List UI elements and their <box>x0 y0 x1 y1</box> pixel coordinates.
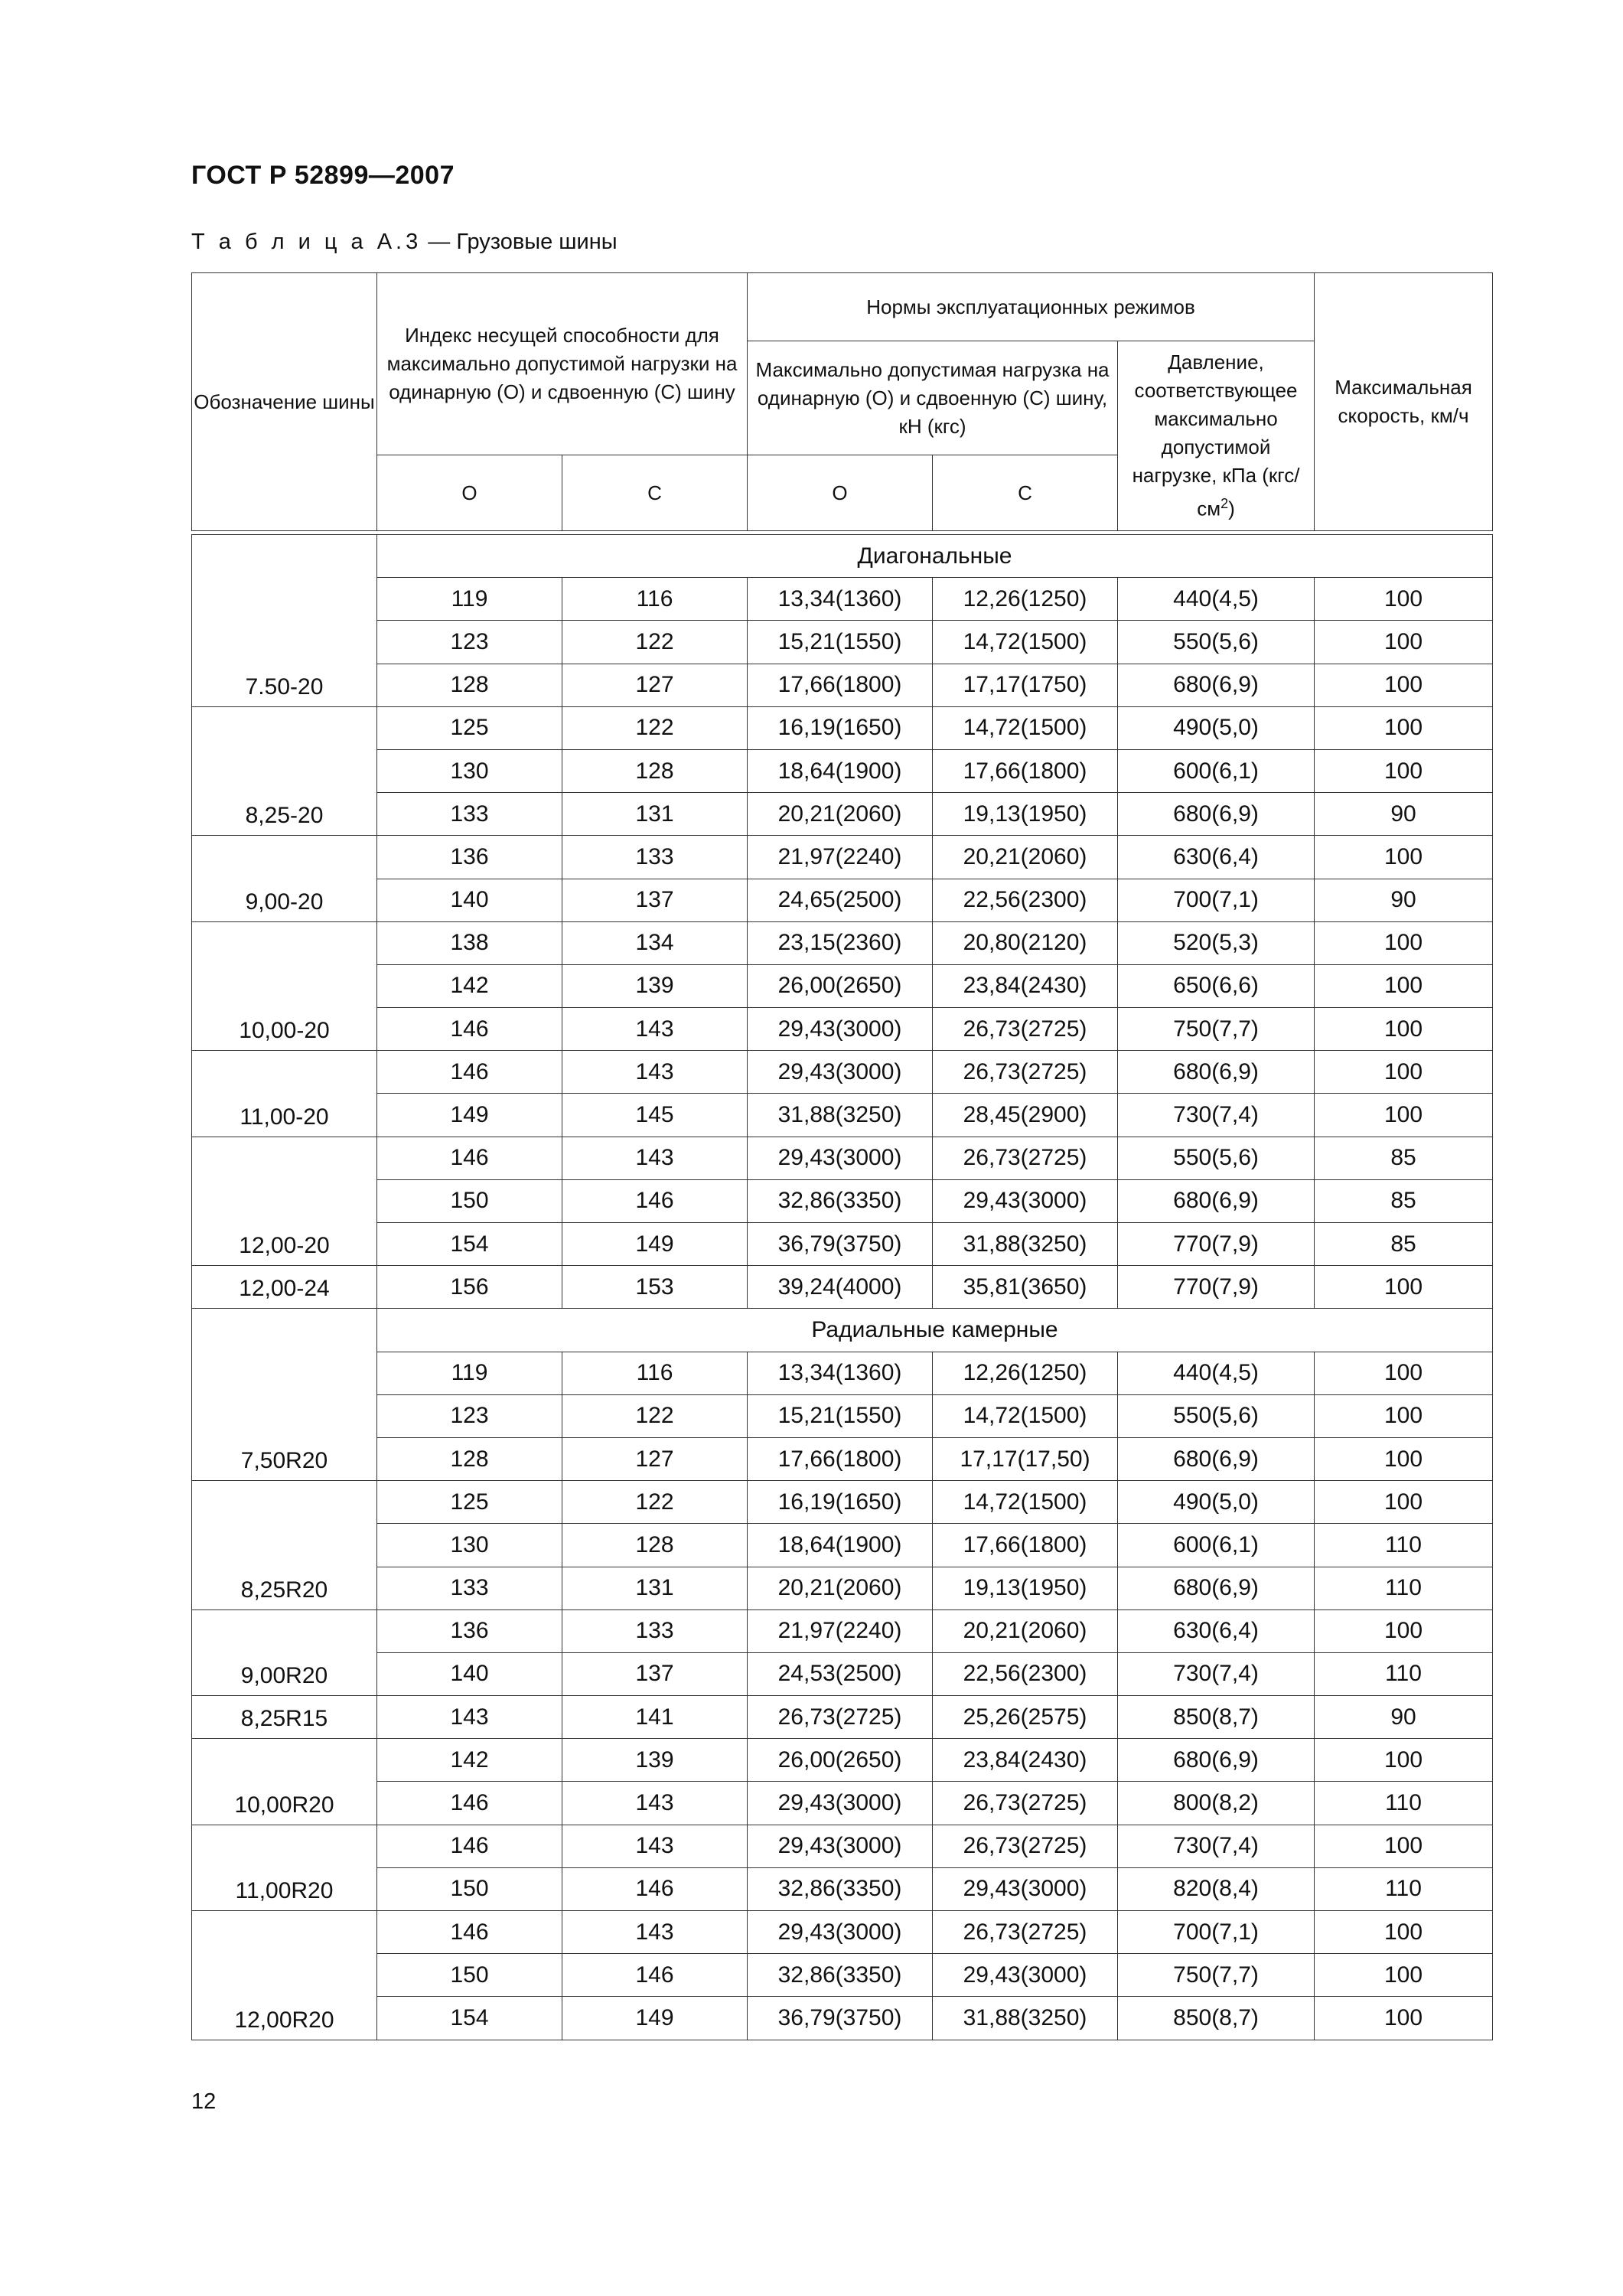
load-index-dual-cell: 143 <box>562 1008 748 1051</box>
pressure-cell: 680(6,9) <box>1118 1567 1315 1609</box>
load-index-single-cell: 128 <box>377 1437 562 1480</box>
table-row <box>192 1394 1493 1437</box>
pressure-cell: 440(4,5) <box>1118 578 1315 621</box>
max-load-dual-cell: 20,80(2120) <box>933 921 1118 964</box>
load-index-dual-cell: 143 <box>562 1137 748 1179</box>
max-load-dual-cell: 14,72(1500) <box>933 706 1118 749</box>
load-index-single-cell: 133 <box>377 1567 562 1609</box>
load-index-single-cell: 140 <box>377 1652 562 1695</box>
max-load-single-cell: 16,19(1650) <box>748 1481 933 1524</box>
max-load-dual-cell: 22,56(2300) <box>933 1652 1118 1695</box>
load-index-dual-cell: 145 <box>562 1094 748 1137</box>
max-speed-cell: 100 <box>1315 1394 1493 1437</box>
load-index-dual-cell: 122 <box>562 621 748 664</box>
load-index-dual-cell: 149 <box>562 1223 748 1266</box>
table-row <box>192 1782 1493 1825</box>
table-row <box>192 793 1493 836</box>
load-index-single-cell: 146 <box>377 1782 562 1825</box>
pressure-cell: 550(5,6) <box>1118 1137 1315 1179</box>
load-index-single-cell: 146 <box>377 1008 562 1051</box>
max-speed-cell: 110 <box>1315 1524 1493 1567</box>
table-row <box>192 1481 1493 1524</box>
max-load-single-cell: 17,66(1800) <box>748 1437 933 1480</box>
max-speed-cell: 85 <box>1315 1179 1493 1222</box>
table-body <box>192 535 1493 2040</box>
pressure-cell: 680(6,9) <box>1118 664 1315 706</box>
max-load-dual-cell: 14,72(1500) <box>933 1394 1118 1437</box>
load-index-single-cell: 146 <box>377 1911 562 1954</box>
header-designation: Обозначение шины <box>192 273 377 531</box>
max-load-dual-cell: 29,43(3000) <box>933 1954 1118 1997</box>
load-index-dual-cell: 128 <box>562 749 748 792</box>
max-load-dual-cell: 26,73(2725) <box>933 1051 1118 1094</box>
max-load-dual-cell: 12,26(1250) <box>933 578 1118 621</box>
load-index-dual-cell: 146 <box>562 1954 748 1997</box>
table-row <box>192 1954 1493 1997</box>
pressure-cell: 630(6,4) <box>1118 1609 1315 1652</box>
max-speed-cell: 100 <box>1315 1051 1493 1094</box>
max-load-single-cell: 23,15(2360) <box>748 921 933 964</box>
max-load-dual-cell: 26,73(2725) <box>933 1911 1118 1954</box>
max-load-dual-cell: 14,72(1500) <box>933 1481 1118 1524</box>
max-speed-cell: 100 <box>1315 921 1493 964</box>
table-row <box>192 1008 1493 1051</box>
max-load-dual-cell: 31,88(3250) <box>933 1223 1118 1266</box>
load-index-dual-cell: 139 <box>562 1739 748 1782</box>
header-norms: Нормы эксплуатационных режимов <box>748 273 1315 341</box>
table-row <box>192 1094 1493 1137</box>
load-index-dual-cell: 122 <box>562 1481 748 1524</box>
load-index-single-cell: 150 <box>377 1954 562 1997</box>
pressure-cell: 680(6,9) <box>1118 1051 1315 1094</box>
max-load-dual-cell: 26,73(2725) <box>933 1782 1118 1825</box>
pressure-cell: 770(7,9) <box>1118 1266 1315 1309</box>
load-index-dual-cell: 146 <box>562 1179 748 1222</box>
max-load-single-cell: 32,86(3350) <box>748 1179 933 1222</box>
section-title-row <box>192 535 1493 578</box>
max-speed-cell: 100 <box>1315 1266 1493 1309</box>
max-speed-cell: 100 <box>1315 1739 1493 1782</box>
table-caption <box>191 230 618 255</box>
max-load-single-cell: 17,66(1800) <box>748 664 933 706</box>
max-load-single-cell: 13,34(1360) <box>748 578 933 621</box>
pressure-cell: 680(6,9) <box>1118 793 1315 836</box>
pressure-cell: 800(8,2) <box>1118 1782 1315 1825</box>
max-load-dual-cell: 20,21(2060) <box>933 836 1118 879</box>
max-load-single-cell: 20,21(2060) <box>748 793 933 836</box>
table-row <box>192 1825 1493 1867</box>
table-caption-title: — Грузовые шины <box>422 230 618 254</box>
max-load-single-cell: 13,34(1360) <box>748 1352 933 1394</box>
load-index-dual-cell: 139 <box>562 964 748 1007</box>
max-speed-cell: 100 <box>1315 964 1493 1007</box>
pressure-cell: 520(5,3) <box>1118 921 1315 964</box>
load-index-single-cell: 136 <box>377 836 562 879</box>
load-index-single-cell: 138 <box>377 921 562 964</box>
max-load-single-cell: 29,43(3000) <box>748 1137 933 1179</box>
table-row <box>192 879 1493 921</box>
tyre-designation: 8,25R20 <box>192 1481 377 1610</box>
header-pressure-text: Давление, соответствующее максимально допустимой нагрузке, кПа (кгс/см <box>1132 351 1300 520</box>
max-load-single-cell: 20,21(2060) <box>748 1567 933 1609</box>
max-load-dual-cell: 26,73(2725) <box>933 1008 1118 1051</box>
pressure-cell: 600(6,1) <box>1118 749 1315 792</box>
load-index-dual-cell: 133 <box>562 1609 748 1652</box>
load-index-single-cell: 133 <box>377 793 562 836</box>
load-index-dual-cell: 141 <box>562 1696 748 1739</box>
max-speed-cell: 100 <box>1315 1997 1493 2040</box>
max-speed-cell: 100 <box>1315 1008 1493 1051</box>
max-speed-cell: 85 <box>1315 1137 1493 1179</box>
table-row <box>192 1567 1493 1609</box>
tyre-designation: 12,00R20 <box>192 1911 377 2040</box>
load-index-dual-cell: 143 <box>562 1911 748 1954</box>
load-index-dual-cell: 143 <box>562 1782 748 1825</box>
load-index-dual-cell: 137 <box>562 879 748 921</box>
max-load-dual-cell: 25,26(2575) <box>933 1696 1118 1739</box>
load-index-dual-cell: 143 <box>562 1825 748 1867</box>
load-index-single-cell: 130 <box>377 749 562 792</box>
max-load-single-cell: 29,43(3000) <box>748 1782 933 1825</box>
max-load-single-cell: 29,43(3000) <box>748 1825 933 1867</box>
pressure-cell: 630(6,4) <box>1118 836 1315 879</box>
load-index-dual-cell: 137 <box>562 1652 748 1695</box>
max-speed-cell: 100 <box>1315 706 1493 749</box>
load-index-single-cell: 119 <box>377 1352 562 1394</box>
pressure-cell: 600(6,1) <box>1118 1524 1315 1567</box>
max-speed-cell: 110 <box>1315 1652 1493 1695</box>
pressure-cell: 820(8,4) <box>1118 1867 1315 1910</box>
max-load-single-cell: 18,64(1900) <box>748 1524 933 1567</box>
pressure-cell: 730(7,4) <box>1118 1094 1315 1137</box>
table-row <box>192 1696 1493 1739</box>
header-pressure <box>1118 341 1315 531</box>
header-pressure-close: ) <box>1228 497 1235 520</box>
max-speed-cell: 90 <box>1315 1696 1493 1739</box>
max-load-dual-cell: 19,13(1950) <box>933 793 1118 836</box>
table-row <box>192 578 1493 621</box>
max-speed-cell: 90 <box>1315 793 1493 836</box>
max-speed-cell: 90 <box>1315 879 1493 921</box>
load-index-single-cell: 142 <box>377 1739 562 1782</box>
max-load-dual-cell: 20,21(2060) <box>933 1609 1118 1652</box>
table-row <box>192 1652 1493 1695</box>
load-index-single-cell: 154 <box>377 1997 562 2040</box>
max-load-single-cell: 29,43(3000) <box>748 1008 933 1051</box>
max-load-single-cell: 24,65(2500) <box>748 879 933 921</box>
max-load-dual-cell: 28,45(2900) <box>933 1094 1118 1137</box>
pressure-cell: 850(8,7) <box>1118 1997 1315 2040</box>
max-load-dual-cell: 22,56(2300) <box>933 879 1118 921</box>
max-speed-cell: 100 <box>1315 1911 1493 1954</box>
load-index-dual-cell: 131 <box>562 793 748 836</box>
table-row <box>192 1437 1493 1480</box>
max-load-single-cell: 15,21(1550) <box>748 621 933 664</box>
load-index-dual-cell: 128 <box>562 1524 748 1567</box>
header-load-single: О <box>748 455 933 531</box>
pressure-cell: 680(6,9) <box>1118 1739 1315 1782</box>
max-speed-cell: 100 <box>1315 1954 1493 1997</box>
load-index-single-cell: 123 <box>377 621 562 664</box>
max-load-dual-cell: 23,84(2430) <box>933 1739 1118 1782</box>
load-index-single-cell: 146 <box>377 1051 562 1094</box>
max-load-single-cell: 29,43(3000) <box>748 1051 933 1094</box>
pressure-cell: 700(7,1) <box>1118 879 1315 921</box>
section-title-row <box>192 1309 1493 1352</box>
document-header: ГОСТ Р 52899—2007 <box>191 161 455 190</box>
load-index-single-cell: 146 <box>377 1137 562 1179</box>
load-index-single-cell: 125 <box>377 1481 562 1524</box>
pressure-cell: 850(8,7) <box>1118 1696 1315 1739</box>
pressure-cell: 490(5,0) <box>1118 706 1315 749</box>
table-row <box>192 1352 1493 1394</box>
page-number: 12 <box>191 2089 217 2114</box>
max-load-dual-cell: 23,84(2430) <box>933 964 1118 1007</box>
load-index-single-cell: 140 <box>377 879 562 921</box>
table-row <box>192 1911 1493 1954</box>
max-load-single-cell: 16,19(1650) <box>748 706 933 749</box>
pressure-cell: 440(4,5) <box>1118 1352 1315 1394</box>
truck-tyres-table <box>191 272 1493 2040</box>
tyre-designation: 9,00-20 <box>192 836 377 921</box>
pressure-cell: 550(5,6) <box>1118 1394 1315 1437</box>
max-load-dual-cell: 26,73(2725) <box>933 1825 1118 1867</box>
header-index-dual: С <box>562 455 748 531</box>
table-row <box>192 664 1493 706</box>
load-index-single-cell: 143 <box>377 1696 562 1739</box>
max-load-dual-cell: 35,81(3650) <box>933 1266 1118 1309</box>
load-index-dual-cell: 116 <box>562 1352 748 1394</box>
max-load-single-cell: 36,79(3750) <box>748 1997 933 2040</box>
max-load-dual-cell: 12,26(1250) <box>933 1352 1118 1394</box>
pressure-cell: 650(6,6) <box>1118 964 1315 1007</box>
table-row <box>192 621 1493 664</box>
max-load-dual-cell: 29,43(3000) <box>933 1179 1118 1222</box>
load-index-dual-cell: 127 <box>562 664 748 706</box>
max-load-single-cell: 36,79(3750) <box>748 1223 933 1266</box>
section-title: Диагональные <box>377 535 1493 578</box>
pressure-cell: 730(7,4) <box>1118 1652 1315 1695</box>
load-index-dual-cell: 133 <box>562 836 748 879</box>
load-index-single-cell: 136 <box>377 1609 562 1652</box>
load-index-dual-cell: 149 <box>562 1997 748 2040</box>
load-index-dual-cell: 116 <box>562 578 748 621</box>
load-index-single-cell: 128 <box>377 664 562 706</box>
pressure-cell: 750(7,7) <box>1118 1954 1315 1997</box>
max-speed-cell: 110 <box>1315 1867 1493 1910</box>
max-load-dual-cell: 17,66(1800) <box>933 1524 1118 1567</box>
load-index-single-cell: 156 <box>377 1266 562 1309</box>
max-load-single-cell: 26,00(2650) <box>748 964 933 1007</box>
load-index-single-cell: 142 <box>377 964 562 1007</box>
tyre-designation: 8,25R15 <box>192 1696 377 1739</box>
max-load-single-cell: 18,64(1900) <box>748 749 933 792</box>
max-speed-cell: 110 <box>1315 1782 1493 1825</box>
load-index-single-cell: 150 <box>377 1867 562 1910</box>
table-row <box>192 1051 1493 1094</box>
load-index-dual-cell: 143 <box>562 1051 748 1094</box>
load-index-single-cell: 154 <box>377 1223 562 1266</box>
max-load-dual-cell: 29,43(3000) <box>933 1867 1118 1910</box>
load-index-dual-cell: 127 <box>562 1437 748 1480</box>
table-row <box>192 921 1493 964</box>
max-speed-cell: 100 <box>1315 1437 1493 1480</box>
max-load-single-cell: 29,43(3000) <box>748 1911 933 1954</box>
pressure-cell: 680(6,9) <box>1118 1437 1315 1480</box>
table-row <box>192 1223 1493 1266</box>
table-row <box>192 1137 1493 1179</box>
table-row <box>192 1524 1493 1567</box>
load-index-single-cell: 123 <box>377 1394 562 1437</box>
load-index-single-cell: 150 <box>377 1179 562 1222</box>
max-speed-cell: 100 <box>1315 1094 1493 1137</box>
max-speed-cell: 85 <box>1315 1223 1493 1266</box>
max-speed-cell: 110 <box>1315 1567 1493 1609</box>
table-row <box>192 749 1493 792</box>
max-speed-cell: 100 <box>1315 1609 1493 1652</box>
pressure-cell: 700(7,1) <box>1118 1911 1315 1954</box>
pressure-cell: 750(7,7) <box>1118 1008 1315 1051</box>
table-row <box>192 1739 1493 1782</box>
tyre-designation: 7,50R20 <box>192 1309 377 1481</box>
tyre-designation: 7.50-20 <box>192 535 377 707</box>
load-index-dual-cell: 122 <box>562 706 748 749</box>
max-load-single-cell: 21,97(2240) <box>748 1609 933 1652</box>
max-load-dual-cell: 17,17(17,50) <box>933 1437 1118 1480</box>
pressure-cell: 730(7,4) <box>1118 1825 1315 1867</box>
section-title: Радиальные камерные <box>377 1309 1493 1352</box>
table-row <box>192 706 1493 749</box>
load-index-single-cell: 146 <box>377 1825 562 1867</box>
load-index-single-cell: 130 <box>377 1524 562 1567</box>
max-speed-cell: 100 <box>1315 664 1493 706</box>
max-speed-cell: 100 <box>1315 621 1493 664</box>
max-load-dual-cell: 14,72(1500) <box>933 621 1118 664</box>
table-row <box>192 1609 1493 1652</box>
max-speed-cell: 100 <box>1315 1481 1493 1524</box>
table-row <box>192 1997 1493 2040</box>
max-load-dual-cell: 17,66(1800) <box>933 749 1118 792</box>
header-load-index: Индекс несущей способности для максимально допустимой нагрузки на одинарную (О) и сдвоенную (С) шину <box>377 273 748 455</box>
header-max-speed: Максимальная скорость, км/ч <box>1315 273 1493 531</box>
max-speed-cell: 100 <box>1315 749 1493 792</box>
max-load-single-cell: 32,86(3350) <box>748 1867 933 1910</box>
load-index-single-cell: 149 <box>377 1094 562 1137</box>
tyre-designation: 11,00R20 <box>192 1825 377 1910</box>
max-load-dual-cell: 26,73(2725) <box>933 1137 1118 1179</box>
tyre-designation: 9,00R20 <box>192 1609 377 1695</box>
max-load-single-cell: 21,97(2240) <box>748 836 933 879</box>
max-load-dual-cell: 31,88(3250) <box>933 1997 1118 2040</box>
tyre-designation: 10,00-20 <box>192 921 377 1051</box>
max-load-single-cell: 15,21(1550) <box>748 1394 933 1437</box>
max-speed-cell: 100 <box>1315 836 1493 879</box>
load-index-dual-cell: 153 <box>562 1266 748 1309</box>
max-load-single-cell: 24,53(2500) <box>748 1652 933 1695</box>
max-load-dual-cell: 19,13(1950) <box>933 1567 1118 1609</box>
header-load-dual: С <box>933 455 1118 531</box>
max-load-single-cell: 26,00(2650) <box>748 1739 933 1782</box>
max-speed-cell: 100 <box>1315 1352 1493 1394</box>
max-load-single-cell: 39,24(4000) <box>748 1266 933 1309</box>
pressure-cell: 680(6,9) <box>1118 1179 1315 1222</box>
max-speed-cell: 100 <box>1315 1825 1493 1867</box>
table-row <box>192 1266 1493 1309</box>
pressure-cell: 770(7,9) <box>1118 1223 1315 1266</box>
header-max-load: Максимально допустимая нагрузка на одинарную (О) и сдвоенную (С) шину, кН (кгс) <box>748 341 1118 455</box>
pressure-cell: 490(5,0) <box>1118 1481 1315 1524</box>
max-load-single-cell: 26,73(2725) <box>748 1696 933 1739</box>
load-index-dual-cell: 122 <box>562 1394 748 1437</box>
load-index-dual-cell: 131 <box>562 1567 748 1609</box>
tyre-designation: 12,00-24 <box>192 1266 377 1309</box>
table-row <box>192 836 1493 879</box>
table-row <box>192 964 1493 1007</box>
load-index-single-cell: 125 <box>377 706 562 749</box>
table-row <box>192 1867 1493 1910</box>
table-caption-label: Т а б л и ц а А.3 <box>191 230 422 254</box>
load-index-single-cell: 119 <box>377 578 562 621</box>
load-index-dual-cell: 134 <box>562 921 748 964</box>
max-speed-cell: 100 <box>1315 578 1493 621</box>
max-load-single-cell: 32,86(3350) <box>748 1954 933 1997</box>
pressure-cell: 550(5,6) <box>1118 621 1315 664</box>
max-load-dual-cell: 17,17(1750) <box>933 664 1118 706</box>
tyre-designation: 11,00-20 <box>192 1051 377 1137</box>
load-index-dual-cell: 146 <box>562 1867 748 1910</box>
table-row <box>192 1179 1493 1222</box>
tyre-designation: 12,00-20 <box>192 1137 377 1266</box>
max-load-single-cell: 31,88(3250) <box>748 1094 933 1137</box>
tyre-designation: 10,00R20 <box>192 1739 377 1825</box>
header-index-single: О <box>377 455 562 531</box>
header-pressure-superscript: 2 <box>1221 496 1229 512</box>
tyre-designation: 8,25-20 <box>192 706 377 836</box>
